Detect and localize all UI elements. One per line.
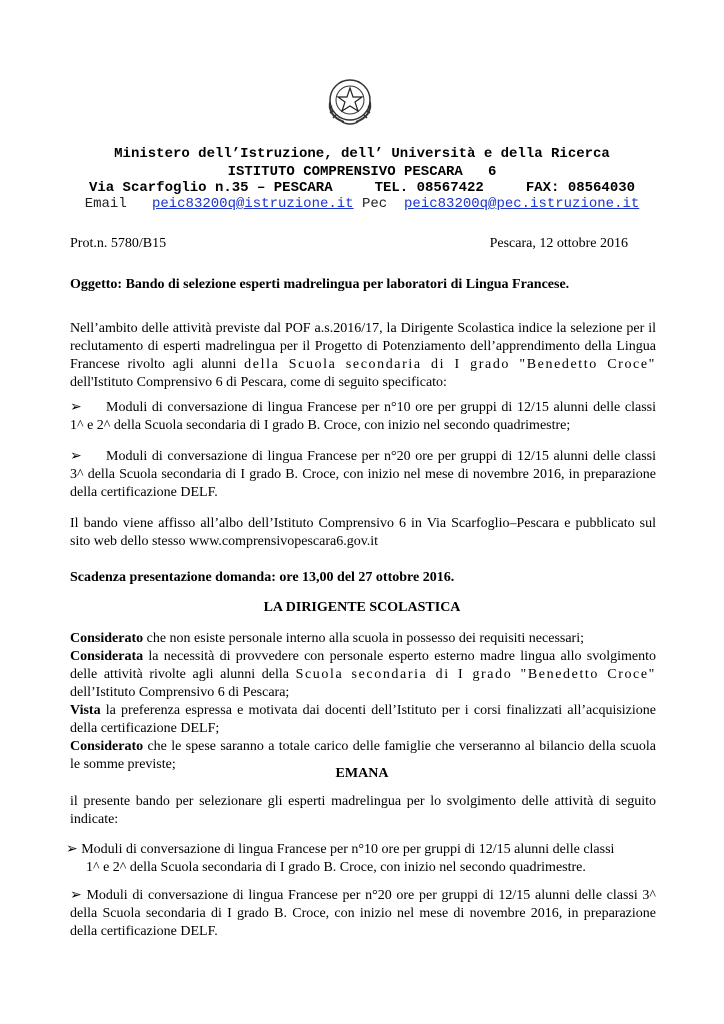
consideration-lead: Considerata (70, 649, 144, 664)
contact-line (0, 196, 724, 212)
consideration-school-name: Scuola secondaria di I grado "Benedetto Croce" (295, 667, 656, 682)
considerations (70, 630, 656, 774)
consideration-tail: dell’Istituto Comprensivo 6 di Pescara; (70, 685, 290, 700)
signer-title: LA DIRIGENTE SCOLASTICA (263, 600, 461, 615)
list-item-text: Moduli di conversazione di lingua Francese per n°10 ore per gruppi di 12/15 alunni delle classi 1^ e 2^ della Scuola secondaria di I grado B. Croce, con inizio nel secondo quadrimestre; (70, 400, 656, 433)
pec-label: Pec (362, 196, 388, 212)
deadline-line: Scadenza presentazione domanda: ore 13,00 del 27 ottobre 2016. (70, 570, 455, 585)
document-date: Pescara, 12 ottobre 2016 (489, 236, 628, 251)
email-label: Email (84, 196, 127, 212)
consideration-text: che non esiste personale interno alla scuola in possesso dei requisiti necessari; (143, 631, 585, 646)
intro-text: Nell’ambito delle attività previste dal POF a.s.2016/17, la Dirigente Scolastica indice la selezione per il reclutamento di esperti madrelingua per il Progetto di Potenziamento dell’apprendimento della Lingua Francese rivolto agli alunni (70, 321, 656, 372)
arrow-bullet-icon: ➢ (70, 449, 82, 464)
consideration-text: che le spese saranno a totale carico delle famiglie che verseranno al bilancio della scuola le somme previste; (70, 739, 656, 772)
publication-paragraph: Il bando viene affisso all’albo dell’Istituto Comprensivo 6 in Via Scarfoglio–Pescara e pubblicato sul sito web dello stesso www.comprensivopescara6.gov.it (70, 516, 656, 549)
arrow-bullet-icon: ➢ (70, 888, 82, 903)
consideration-text: la necessità di provvedere con personale esperto esterno madre lingua allo svolgimento delle attività rivolte agli alunni della (70, 649, 656, 682)
intro-tail: dell'Istituto Comprensivo 6 di Pescara, come di seguito specificato: (70, 375, 447, 390)
consideration-lead: Considerato (70, 631, 144, 646)
list-item (70, 448, 656, 502)
school-address: Via Scarfoglio n.35 – PESCARA TEL. 08567422 FAX: 08564030 (88, 180, 636, 196)
italian-republic-emblem-icon (322, 72, 378, 128)
intro-school-name: della Scuola secondaria di I grado "Benedetto Croce" (244, 357, 656, 372)
protocol-number: Prot.n. 5780/B15 (70, 236, 167, 251)
consideration-item (70, 702, 656, 738)
email-link[interactable]: peic83200q@istruzione.it (151, 196, 354, 212)
list-item (70, 399, 656, 435)
emana-heading: EMANA (335, 766, 389, 781)
list-item-text: Moduli di conversazione di lingua Francese per n°10 ore per gruppi di 12/15 alunni delle classi (81, 842, 615, 857)
list-item (66, 841, 656, 877)
consideration-lead: Vista (70, 703, 101, 718)
consideration-lead: Considerato (70, 739, 144, 754)
pec-link[interactable]: peic83200q@pec.istruzione.it (404, 196, 640, 212)
consideration-item (70, 630, 656, 648)
ministry-name: Ministero dell’Istruzione, dell’ Università e della Ricerca (114, 146, 610, 162)
decree-paragraph: il presente bando per selezionare gli esperti madrelingua per lo svolgimento delle attività di seguito indicate: (70, 794, 656, 827)
list-item-text: Moduli di conversazione di lingua Francese per n°20 ore per gruppi di 12/15 alunni delle classi 3^ della Scuola secondaria di I grado B. Croce, con inizio nel mese di novembre 2016, in preparazione della certificazione DELF. (70, 888, 656, 939)
arrow-bullet-icon: ➢ (70, 400, 82, 415)
list-item-continuation: 1^ e 2^ della Scuola secondaria di I grado B. Croce, con inizio nel secondo quadrimestre. (86, 860, 586, 875)
consideration-text: la preferenza espressa e motivata dai docenti dell’Istituto per i corsi finalizzati all’acquisizione della certificazione DELF; (70, 703, 656, 736)
intro-paragraph (70, 320, 656, 392)
list-item (70, 887, 656, 941)
school-name: ISTITUTO COMPRENSIVO PESCARA 6 (227, 164, 497, 180)
consideration-item (70, 648, 656, 702)
list-item-text: Moduli di conversazione di lingua Francese per n°20 ore per gruppi di 12/15 alunni delle classi 3^ della Scuola secondaria di I grado B. Croce, con inizio nel mese di novembre 2016, in preparazione della certificazione DELF. (70, 449, 656, 500)
arrow-bullet-icon: ➢ (66, 842, 78, 857)
subject-line: Oggetto: Bando di selezione esperti madrelingua per laboratori di Lingua Francese. (70, 277, 570, 292)
